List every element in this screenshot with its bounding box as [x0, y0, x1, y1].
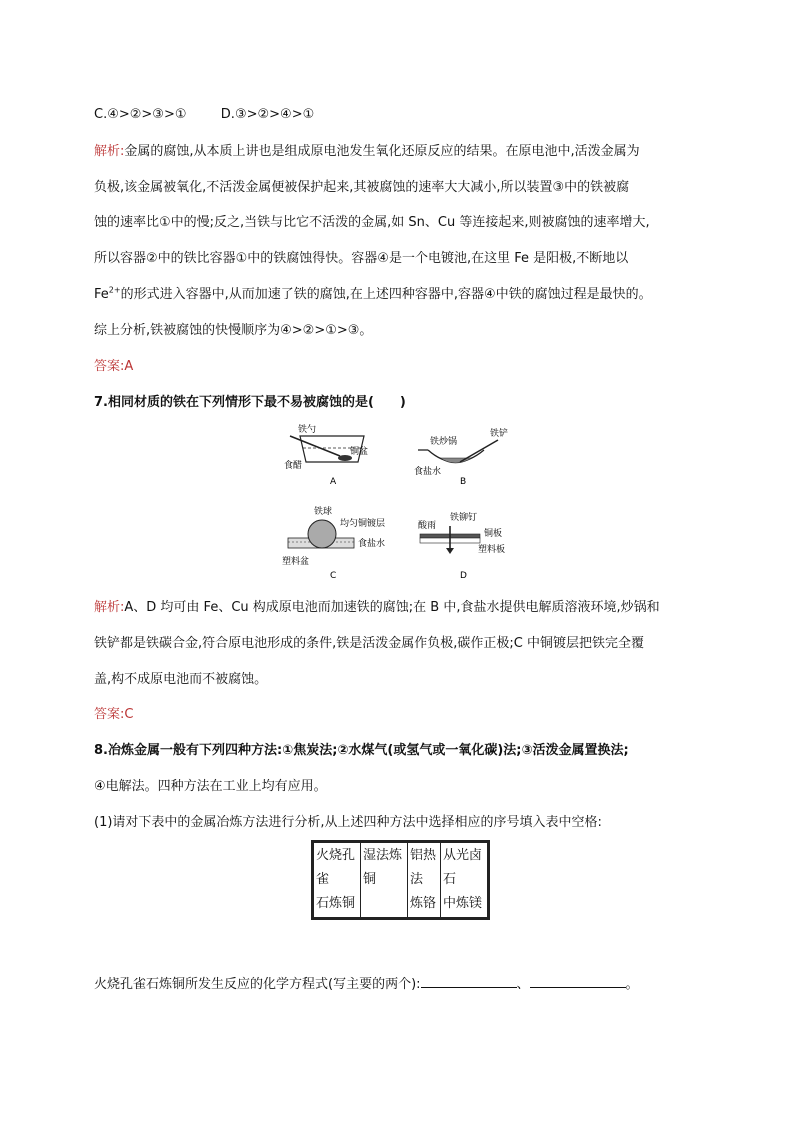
q8-equation-line: 火烧孔雀石炼铜所发生反应的化学方程式(写主要的两个): 、 。	[94, 977, 639, 992]
q7-analysis-line3: 盖,构不成原电池而不被腐蚀。	[94, 672, 268, 687]
fig-d-caption: D	[460, 571, 467, 581]
q6-analysis-line4: 所以容器②中的铁比容器①中的铁腐蚀得快。容器④是一个电镀池,在这里 Fe 是阳极,不断地以	[94, 251, 629, 266]
fig-d-label-rain: 酸雨	[418, 521, 437, 531]
fig-c-label-coating: 均匀铜镀层	[340, 519, 386, 529]
q6-analysis-line1: 解析:金属的腐蚀,从本质上讲也是组成原电池发生氧化还原反应的结果。在原电池中,活泼金属为	[94, 144, 640, 159]
fig-a-caption: A	[330, 477, 337, 487]
q8-stem-line1: 8.冶炼金属一般有下列四种方法:①焦炭法;②水煤气(或氢气或一氧化碳)法;③活泼金属置换法;	[94, 743, 629, 758]
fig-d-label-rivet: 铁铆钉	[450, 513, 478, 523]
fig-c-label-ball: 铁球	[314, 507, 333, 517]
fig-c-caption: C	[330, 571, 337, 581]
q7-figure	[280, 422, 520, 582]
table-row	[313, 842, 489, 919]
option-c: C.④>②>③>①	[94, 107, 187, 122]
figure-d	[418, 511, 505, 581]
answer-blank-1[interactable]	[421, 975, 517, 988]
q8-stem-line2: ④电解法。四种方法在工业上均有应用。	[94, 779, 327, 794]
q7-stem: 7.相同材质的铁在下列情形下最不易被腐蚀的是( )	[94, 395, 406, 410]
fig-c-label-brine: 食盐水	[358, 539, 386, 549]
option-d: D.③>②>④>①	[220, 107, 315, 122]
q8-sub1: (1)请对下表中的金属冶炼方法进行分析,从上述四种方法中选择相应的序号填入表中空格:	[94, 815, 602, 830]
options-row	[94, 106, 314, 124]
method-table	[311, 840, 490, 920]
fig-b-caption: B	[460, 477, 467, 487]
q6-analysis-line5: $Fe^{2+}$的形式进入容器中,从而加速了铁的腐蚀,在上述四种容器中,容器④中铁的腐蚀过程是最快的。	[94, 285, 652, 302]
fig-c-label-basin: 塑料盆	[282, 557, 310, 567]
q7-analysis-line1: 解析:A、D 均可由 Fe、Cu 构成原电池而加速铁的腐蚀;在 B 中,食盐水提供电解质溶液环境,炒锅和	[94, 600, 660, 615]
answer-blank-2[interactable]	[530, 975, 626, 988]
figure-c	[282, 505, 385, 581]
fig-d-label-copper: 铜板	[484, 529, 503, 539]
figure-b	[414, 427, 508, 487]
table-cell: 湿法炼 铜	[361, 842, 408, 919]
q6-analysis-line3: 蚀的速率比①中的慢;反之,当铁与比它不活泼的金属,如 Sn、Cu 等连接起来,则被腐蚀的速率增大,	[94, 215, 650, 230]
table-cell: 从光卤 石 中炼镁	[441, 842, 489, 919]
q6-analysis-line2: 负极,该金属被氧化,不活泼金属便被保护起来,其被腐蚀的速率大大减小,所以装置③中的铁被腐	[94, 180, 630, 195]
fig-b-label-brine: 食盐水	[414, 467, 442, 477]
table-cell: 铝热 法 炼铬	[408, 842, 441, 919]
fig-d-label-plastic: 塑料板	[478, 545, 506, 555]
fig-a-label-basin: 铜盆	[350, 447, 369, 457]
analysis-label: 解析:	[94, 600, 125, 615]
q7-answer: 答案:C	[94, 707, 134, 722]
q7-analysis-line2: 铁铲都是铁碳合金,符合原电池形成的条件,铁是活泼金属作负极,碳作正极;C 中铜镀层把铁完全覆	[94, 636, 644, 651]
q6-analysis-line6: 综上分析,铁被腐蚀的快慢顺序为④>②>①>③。	[94, 323, 373, 338]
figure-a	[284, 423, 368, 487]
q6-answer: 答案:A	[94, 359, 134, 374]
fig-b-label-spatula: 铁铲	[490, 429, 509, 439]
fig-a-label-spoon: 铁勺	[298, 425, 317, 435]
fig-b-label-wok: 铁炒锅	[430, 437, 458, 447]
analysis-label: 解析:	[94, 144, 125, 159]
table-cell: 火烧孔 雀 石炼铜	[313, 842, 361, 919]
fig-a-label-vinegar: 食醋	[284, 461, 303, 471]
